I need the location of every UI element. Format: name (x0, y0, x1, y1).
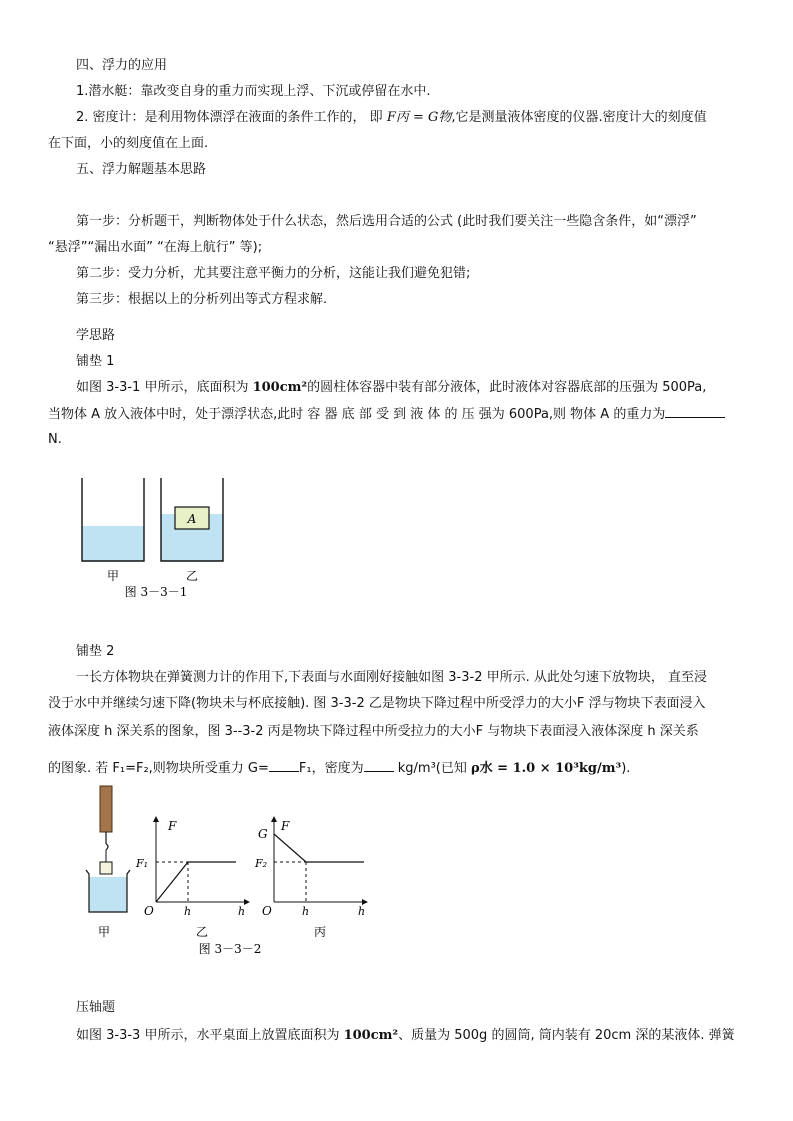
p2-density: ρ水 = 1.0 × 10³kg/m³ (470, 761, 622, 776)
label-jia: 甲 (106, 569, 120, 583)
label-bing: 丙 (313, 925, 327, 939)
yi-f-label: F (168, 819, 177, 833)
problem-2-line-3: 液体深度 h 深关系的图象，图 3--3-2 丙是物块下降过程中所受拉力的大小F 与物块下表面浸入液体深度 h 深关系 (48, 724, 699, 739)
problem-3-line-1 (76, 1026, 735, 1046)
bing-origin: O (262, 904, 272, 918)
xuesilu-heading: 学思路 (76, 328, 116, 343)
yi-h-tick: h (184, 905, 192, 918)
figure-caption: 图 3－3－1 (124, 585, 188, 599)
section-5-title: 五、浮力解题基本思路 (76, 162, 207, 177)
problem-2-line-1: 一长方体物块在弹簧测力计的作用下,下表面与水面刚好接触如图 3-3-2 甲所示. 从此处匀速下放物块， 直至浸 (76, 670, 707, 685)
yi-curve (156, 862, 236, 902)
problem-2-line-4 (48, 758, 630, 779)
figure-caption: 图 3－3－2 (198, 942, 262, 956)
item-2-formula: F丙 = G物 (386, 110, 452, 125)
label-yi: 乙 (195, 925, 209, 939)
figure-3-3-2 (76, 782, 386, 972)
step-1: 第一步：分析题干，判断物体处于什么状态，然后选用合适的公式 (此时我们要关注一些隐含条件，如“漂浮” (76, 214, 697, 229)
beaker-liquid (89, 877, 127, 912)
bing-g-label: G (258, 827, 268, 841)
yi-h-axis: h (238, 905, 246, 918)
item-1: 1.潜水艇：靠改变自身的重力而实现上浮、下沉或停留在水中. (76, 84, 431, 99)
p1-text: 如图 3-3-1 甲所示，底面积为 (76, 380, 253, 395)
yi-origin: O (144, 904, 154, 918)
answer-blank (665, 404, 725, 418)
bing-f-label: F (281, 819, 290, 833)
p3-area: 100cm² (343, 1028, 399, 1043)
p3-text-2: 、质量为 500g 的圆筒, 筒内装有 20cm 深的某液体. 弹簧 (398, 1028, 735, 1043)
blank-1 (269, 758, 299, 772)
label-yi: 乙 (185, 569, 199, 583)
item-2-text: 2. 密度计：是利用物体漂浮在液面的条件工作的， 即 (76, 110, 387, 125)
yi-f1-label: F₁ (136, 857, 149, 870)
problem-1-line-2 (48, 404, 725, 425)
bing-h-tick: h (302, 905, 310, 918)
problem-1-line-1 (76, 378, 706, 398)
p3-text: 如图 3-3-3 甲所示，水平桌面上放置底面积为 (76, 1028, 344, 1043)
p2-text-4: ). (621, 761, 631, 776)
block (100, 862, 112, 874)
p1-text-2: 的圆柱体容器中装有部分液体，此时液体对容器底部的压强为 500Pa, (307, 380, 707, 395)
figure-3-3-1 (76, 476, 246, 606)
problem-2-line-2: 没于水中并继续匀速下降(物块未与杯底接触). 图 3-3-2 乙是物块下降过程中所受浮力的大小F 浮与物块下表面浸入 (48, 696, 706, 711)
bing-f2-label: F₂ (255, 857, 268, 870)
problem-1-line-3: N. (48, 432, 62, 447)
item-2-cont: 在下面，小的刻度值在上面. (48, 136, 209, 151)
p2-text-2: F₁，密度为 (298, 761, 364, 776)
step-2: 第二步：受力分析，尤其要注意平衡力的分析，这能让我们避免犯错; (76, 266, 471, 281)
pudian-2-heading: 铺垫 2 (76, 644, 115, 659)
liquid-jia (82, 526, 144, 561)
yazhouti-heading: 压轴题 (76, 1000, 116, 1015)
label-jia: 甲 (97, 925, 111, 939)
p1-area: 100cm² (252, 380, 308, 395)
section-4-title: 四、浮力的应用 (76, 58, 168, 73)
step-1-cont: “悬浮”“漏出水面” “在海上航行” 等); (48, 240, 263, 255)
item-2-text-2: ,它是测量液体密度的仪器.密度计大的刻度值 (451, 110, 707, 125)
p1-text-3: 当物体 A 放入液体中时，处于漂浮状态,此时 容 器 底 部 受 到 液 体 的 压 强为 600Pa,则 物体 A 的重力为 (48, 407, 666, 422)
step-3: 第三步：根据以上的分析列出等式方程求解. (76, 292, 328, 307)
blank-2 (364, 758, 394, 772)
p2-text: 的图象. 若 F₁=F₂,则物块所受重力 G= (48, 761, 269, 776)
bing-h-axis: h (358, 905, 366, 918)
spring-scale (100, 786, 112, 832)
block-a-label: A (187, 512, 197, 526)
bing-curve (274, 834, 364, 862)
p2-text-3: kg/m³(已知 (393, 761, 471, 776)
pudian-1-heading: 铺垫 1 (76, 354, 115, 369)
item-2 (76, 108, 707, 128)
